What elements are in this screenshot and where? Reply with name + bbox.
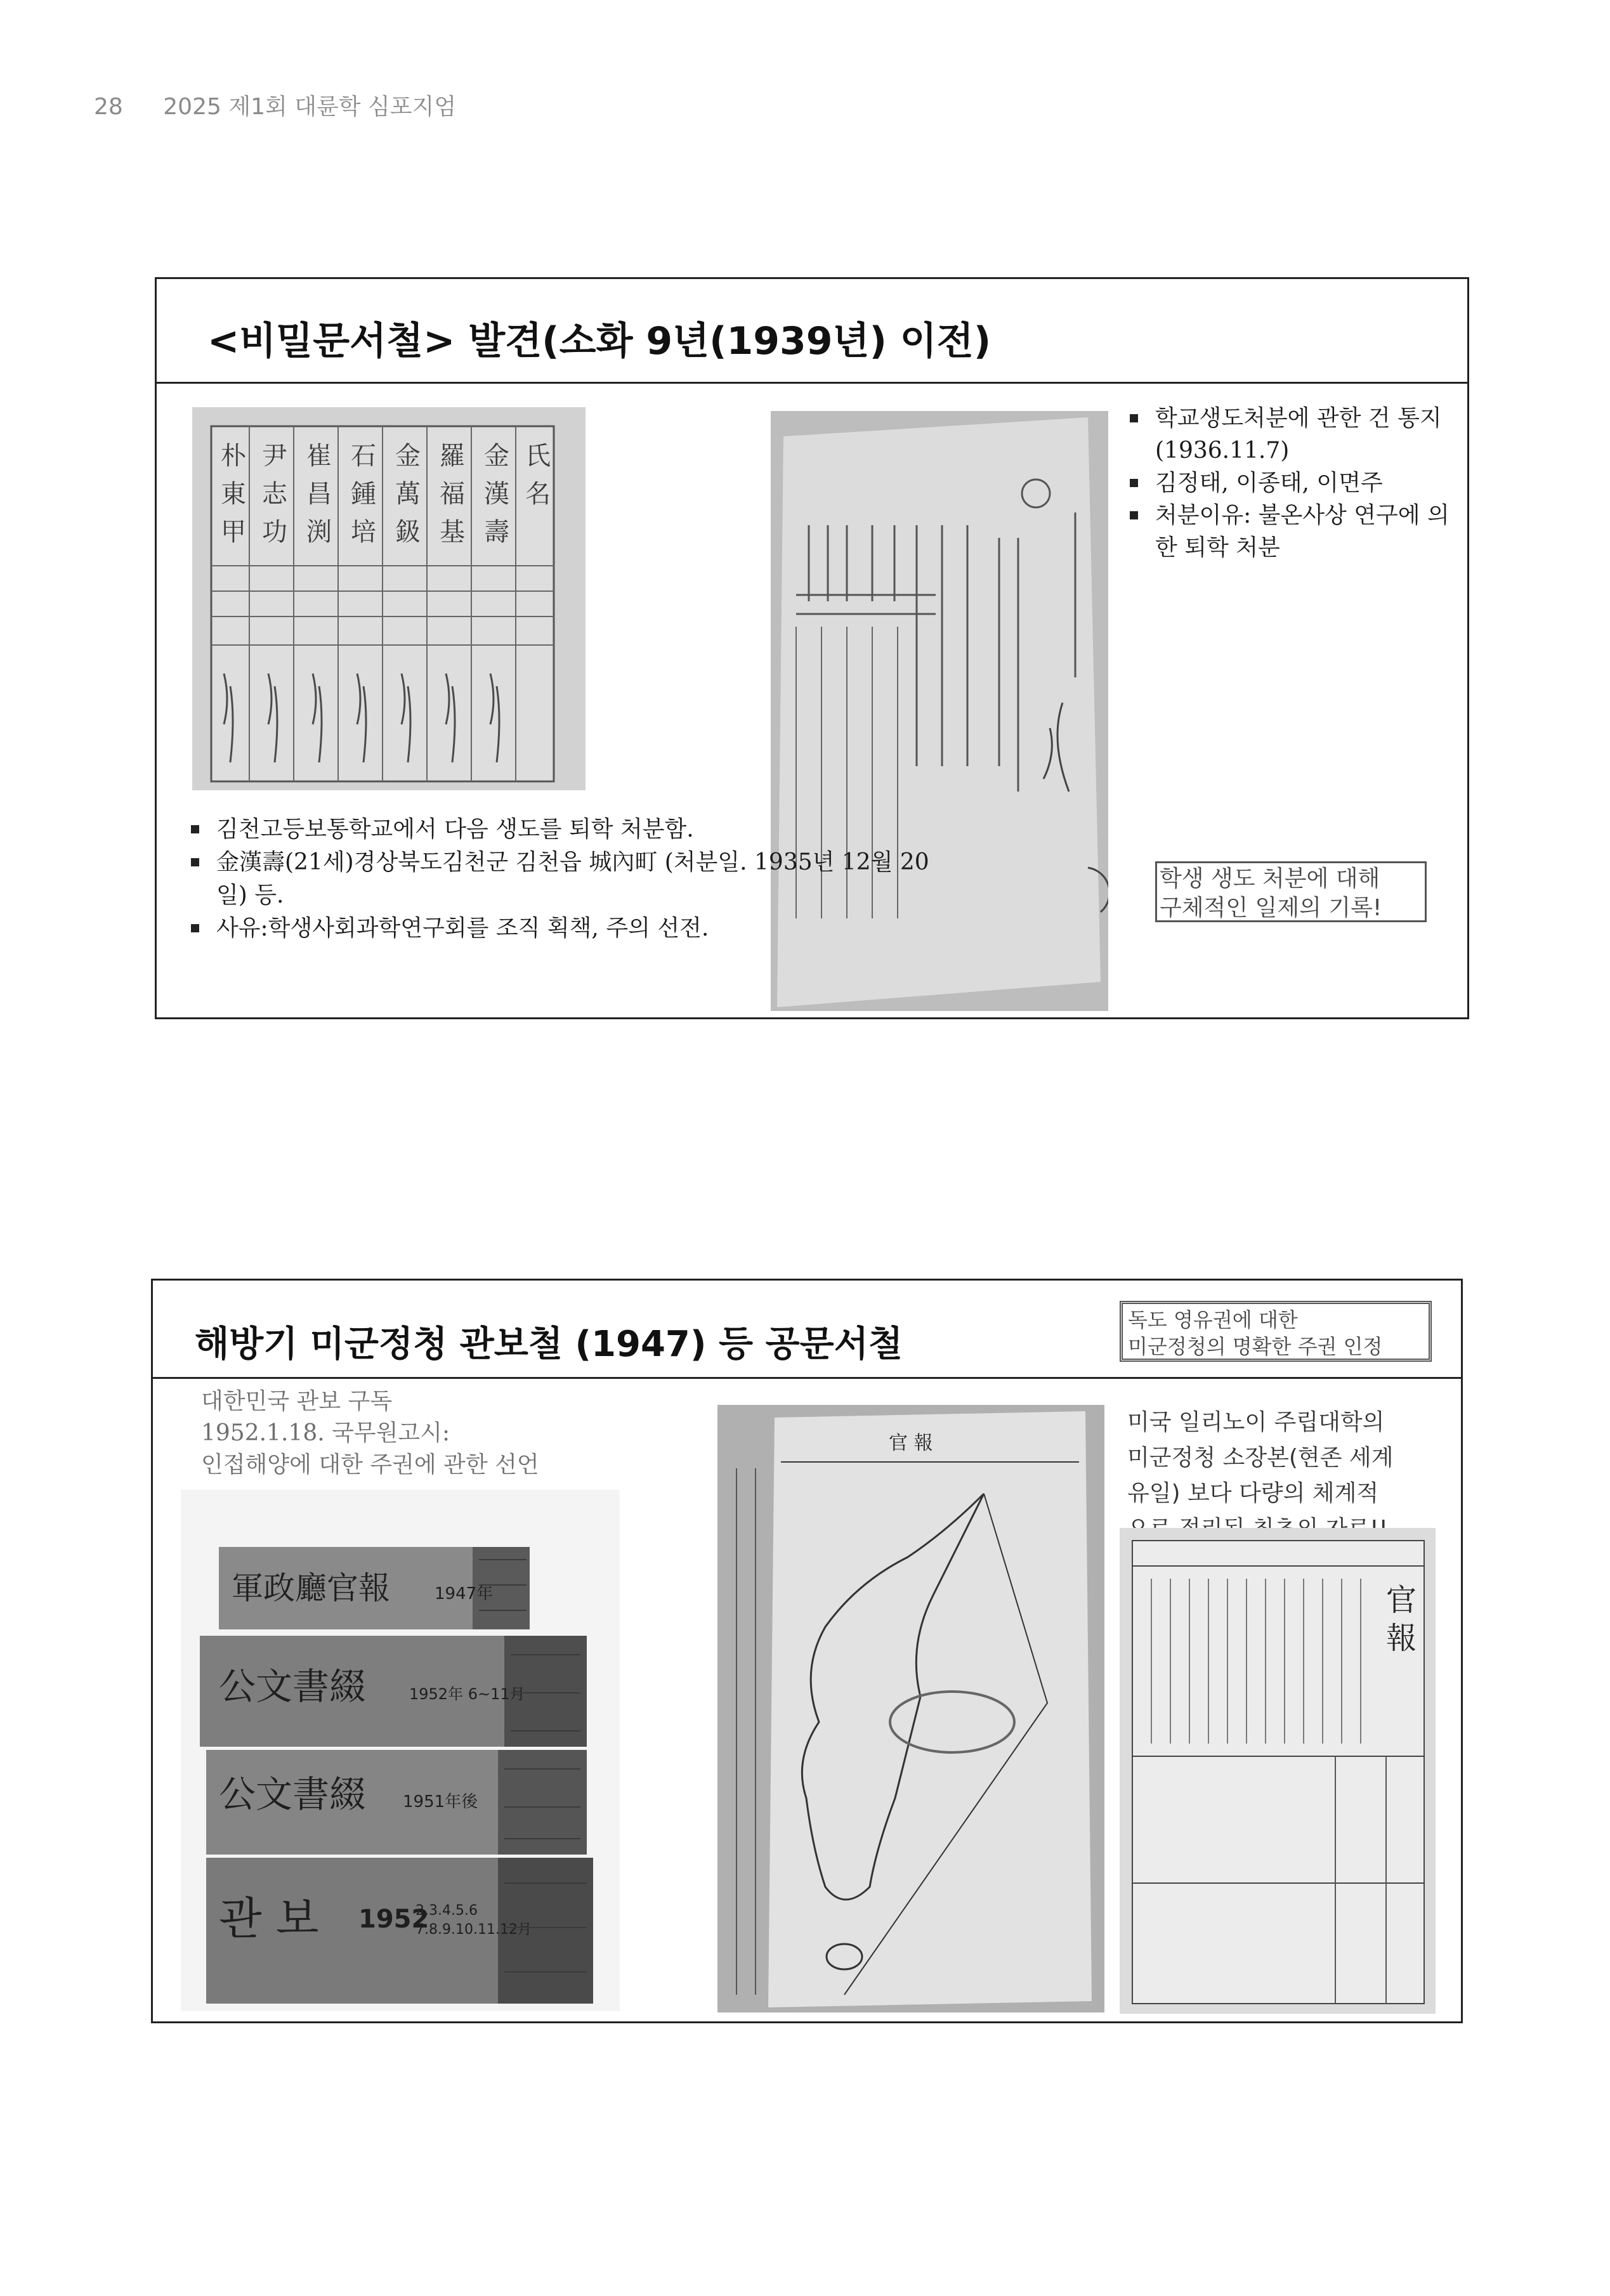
slide-secret-documents bbox=[155, 277, 1469, 1019]
spine-label: 2.3.4.5.6 bbox=[416, 1903, 478, 1919]
publication-title: 2025 제1회 대륜학 심포지엄 bbox=[163, 94, 457, 120]
archive-note bbox=[1127, 1405, 1457, 1547]
gazette-page-photo bbox=[1120, 1528, 1436, 2014]
svg-text:金: 金 bbox=[395, 441, 421, 471]
svg-text:福: 福 bbox=[440, 479, 465, 509]
svg-text:崔: 崔 bbox=[306, 441, 332, 471]
svg-text:朴: 朴 bbox=[221, 441, 246, 471]
slide-title: <비밀문서철> 발견(소화 9년(1939년) 이전) bbox=[207, 319, 992, 363]
svg-text:培: 培 bbox=[351, 518, 376, 547]
map-header: 官 報 bbox=[889, 1432, 933, 1454]
note-line: 유일) 보다 다량의 체계적 bbox=[1127, 1480, 1379, 1506]
note-line: 인접해양에 대한 주권에 관한 선언 bbox=[201, 1452, 539, 1478]
slide-military-gazette bbox=[151, 1279, 1463, 2023]
svg-text:羅: 羅 bbox=[440, 441, 465, 471]
svg-text:金: 金 bbox=[484, 441, 509, 471]
left-bullet-list bbox=[187, 813, 929, 945]
svg-text:石: 石 bbox=[351, 441, 376, 471]
svg-text:名: 名 bbox=[525, 479, 551, 509]
slide-title-bar bbox=[153, 1281, 1461, 1379]
svg-text:志: 志 bbox=[262, 479, 287, 509]
note-line: 미군정청 소장본(현존 세계 bbox=[1127, 1445, 1394, 1471]
callout-line: 구체적인 일제의 기록! bbox=[1160, 895, 1382, 921]
spine-label: 1951年後 bbox=[403, 1792, 478, 1811]
note-line: 대한민국 관보 구독 bbox=[201, 1388, 393, 1414]
spine-label: 7.8.9.10.11.12月 bbox=[416, 1922, 532, 1938]
svg-text:尹: 尹 bbox=[262, 441, 287, 471]
right-bullet-list bbox=[1126, 402, 1462, 564]
svg-text:壽: 壽 bbox=[484, 518, 509, 547]
spine-label: 1952年 6~11月 bbox=[409, 1685, 525, 1703]
note-line: 미국 일리노이 주립대학의 bbox=[1127, 1409, 1385, 1435]
svg-text:報: 報 bbox=[1386, 1621, 1417, 1656]
bound-books-photo bbox=[181, 1490, 620, 2011]
slide-title-bar bbox=[157, 279, 1467, 384]
svg-text:氏: 氏 bbox=[525, 441, 551, 471]
page-header bbox=[94, 89, 456, 121]
list-item: 김정태, 이종태, 이면주 bbox=[1126, 467, 1462, 499]
callout-box bbox=[1155, 861, 1427, 922]
gazette-map-photo bbox=[717, 1405, 1104, 2012]
svg-text:鍾: 鍾 bbox=[351, 479, 376, 509]
callout-line: 학생 생도 처분에 대해 bbox=[1160, 866, 1380, 892]
svg-text:渕: 渕 bbox=[306, 518, 332, 547]
svg-text:昌: 昌 bbox=[306, 479, 332, 509]
spine-label: 1952 bbox=[358, 1905, 429, 1934]
svg-text:관 보: 관 보 bbox=[219, 1893, 319, 1945]
gazette-note bbox=[201, 1386, 594, 1481]
list-item: 金漢壽(21세)경상북도김천군 김천읍 城內町 (처분일. 1935년 12월 20일) 등. bbox=[187, 846, 929, 912]
svg-text:萬: 萬 bbox=[395, 479, 421, 509]
student-register-photo bbox=[192, 407, 586, 790]
slide-title: 해방기 미군정청 관보철 (1947) 등 공문서철 bbox=[195, 1324, 903, 1365]
spine-label: 1947年 bbox=[435, 1584, 494, 1603]
svg-text:鈒: 鈒 bbox=[395, 518, 421, 547]
svg-text:東: 東 bbox=[221, 479, 246, 509]
svg-text:甲: 甲 bbox=[221, 518, 246, 547]
svg-text:公文書綴: 公文書綴 bbox=[219, 1773, 367, 1816]
svg-text:官: 官 bbox=[1386, 1582, 1417, 1618]
list-item: 처분이유: 불온사상 연구에 의한 퇴학 처분 bbox=[1126, 499, 1462, 564]
list-item: 사유:학생사회과학연구회를 조직 획책, 주의 선전. bbox=[187, 912, 929, 945]
list-item: 김천고등보통학교에서 다음 생도를 퇴학 처분함. bbox=[187, 813, 929, 846]
svg-text:公文書綴: 公文書綴 bbox=[219, 1665, 367, 1708]
callout-box bbox=[1120, 1301, 1432, 1362]
page-number: 28 bbox=[94, 94, 123, 120]
svg-text:軍政廳官報: 軍政廳官報 bbox=[232, 1570, 390, 1607]
svg-text:基: 基 bbox=[440, 518, 465, 547]
svg-text:功: 功 bbox=[262, 518, 287, 547]
callout-line: 미군정청의 명확한 주권 인정 bbox=[1128, 1334, 1383, 1359]
callout-line: 독도 영유권에 대한 bbox=[1128, 1308, 1298, 1332]
svg-text:漢: 漢 bbox=[484, 479, 509, 509]
note-line: 1952.1.18. 국무원고시: bbox=[201, 1420, 450, 1446]
list-item: 학교생도처분에 관한 건 통지(1936.11.7) bbox=[1126, 402, 1462, 467]
